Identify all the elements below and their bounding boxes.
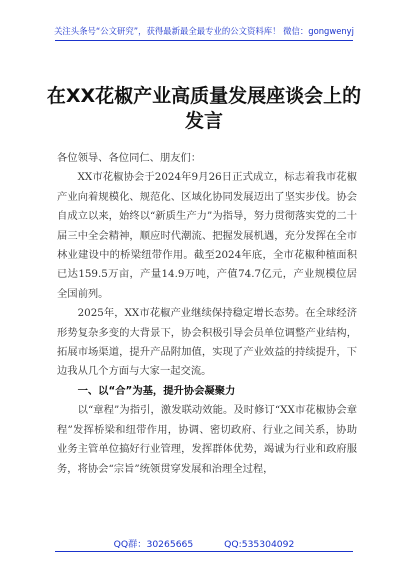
body-paragraph-1: XX市花椒协会于2024年9月26日正式成立，标志着我市花椒产业向着规模化、规范化、区域化协同发展迈出了坚实步伐。协会自成立以来，始终以“新质生产力”为指导，努力贯彻落实党的二十届三中全会精神，顺应时代潮流、把握发展机遇，充分发挥在全市林业建设中的桥梁纽带作用。截至2024年底，全市花椒种植面积已达159.5万亩，产量14.9万吨，产值74.7亿元，产业规模位居全国前列。	[57, 171, 357, 300]
footer-divider	[55, 551, 353, 552]
document-body	[57, 149, 357, 479]
footer-qq: QQ:535304092	[224, 539, 295, 550]
document-title: 在XX花椒产业高质量发展座谈会上的发言	[46, 85, 362, 132]
section-heading: 一、以“合”为基，提升协会凝聚力	[77, 384, 236, 397]
section-paragraph: 以“章程”为指引，激发联动效能。及时修订“XX市花椒协会章程”发挥桥梁和纽带作用，协调、密切政府、行业之间关系，协助业务主管单位搞好行业管理，发挥群体优势，竭诚为行业和政府服务，将协会“宗旨”统领贯穿发展和治理全过程，	[57, 404, 357, 475]
footer-contacts	[0, 536, 408, 550]
promo-banner: 关注头条号“公文研究”，获得最新最全最专业的公文资料库！ 微信：gongwenyj	[54, 26, 354, 36]
header-divider	[55, 40, 353, 41]
salutation: 各位领导、各位同仁、朋友们：	[57, 152, 202, 164]
body-paragraph-2: 2025年，XX市花椒产业继续保持稳定增长态势。在全球经济形势复杂多变的大背景下，协会积极引导会员单位调整产业结构，拓展市场渠道，提升产品附加值，实现了产业效益的持续提升，下边我从几个方面与大家一起交流。	[57, 307, 357, 378]
footer-qq-group: QQ群：30265665	[113, 539, 194, 550]
